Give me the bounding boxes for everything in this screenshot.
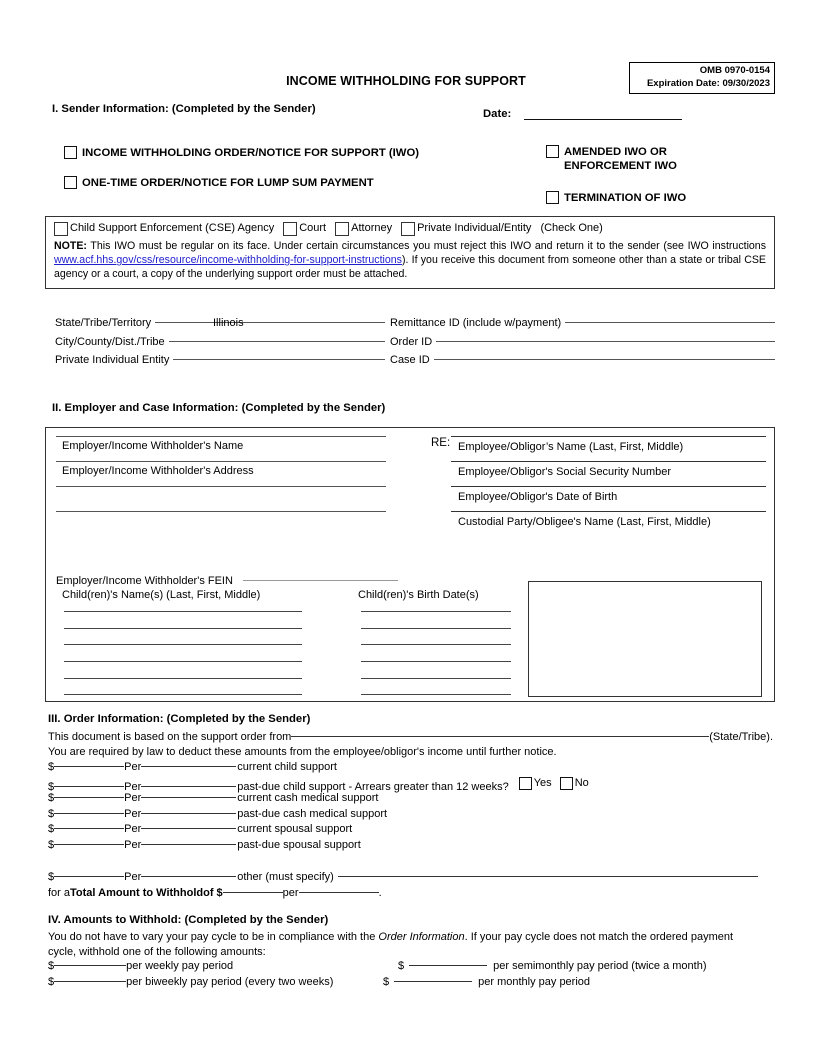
amount-input[interactable] bbox=[54, 786, 124, 787]
order-row-past-due-cash-medical bbox=[48, 808, 589, 824]
private-individual-entity-label: Private Individual Entity bbox=[55, 354, 170, 367]
fein-row bbox=[56, 575, 398, 587]
case-id-row bbox=[390, 354, 775, 373]
page-title bbox=[0, 74, 816, 88]
per-input[interactable] bbox=[141, 828, 236, 829]
per-label: Per bbox=[124, 871, 142, 883]
employer-name-label: Employer/Income Withholder's Name bbox=[62, 440, 244, 452]
order-row-current-spousal bbox=[48, 823, 589, 839]
city-county-label: City/County/Dist./Tribe bbox=[55, 335, 165, 348]
arrears-answer-group bbox=[519, 777, 589, 790]
checkbox-termination-iwo[interactable] bbox=[546, 191, 559, 204]
dollar-sign: $ bbox=[48, 807, 55, 820]
child-birth-date-input[interactable] bbox=[361, 628, 511, 629]
sender-ids-left-column bbox=[55, 317, 385, 373]
amount-input[interactable] bbox=[54, 844, 124, 845]
employer-case-information-box bbox=[45, 427, 775, 702]
order-row-past-due-child-support bbox=[48, 777, 589, 793]
biweekly-amount-input[interactable] bbox=[54, 981, 126, 982]
per-input[interactable] bbox=[141, 813, 236, 814]
amount-input[interactable] bbox=[54, 766, 124, 767]
private-individual-entity-input[interactable] bbox=[173, 359, 385, 360]
re-label: RE: bbox=[431, 437, 451, 449]
order-row-current-child-support bbox=[48, 761, 589, 777]
amount-input[interactable] bbox=[54, 813, 124, 814]
checkbox-attorney-label: Attorney bbox=[351, 222, 393, 234]
amount-input[interactable] bbox=[54, 797, 124, 798]
total-prefix: for a bbox=[48, 887, 71, 899]
dollar-sign: $ bbox=[48, 838, 55, 851]
total-amount-label: Total Amount to Withhold bbox=[70, 887, 204, 899]
checkbox-amended-iwo[interactable] bbox=[546, 145, 559, 158]
fein-input[interactable] bbox=[243, 580, 398, 581]
child-birth-date-input[interactable] bbox=[361, 661, 511, 662]
case-id-label: Case ID bbox=[390, 354, 430, 367]
other-per-input[interactable] bbox=[141, 876, 236, 877]
dollar-sign: $ bbox=[48, 761, 55, 773]
total-period-input[interactable] bbox=[299, 892, 379, 893]
employer-address-input-3[interactable] bbox=[56, 511, 386, 512]
note-paragraph bbox=[54, 239, 766, 282]
employer-address-label: Employer/Income Withholder's Address bbox=[62, 465, 254, 477]
checkbox-court[interactable] bbox=[283, 222, 297, 236]
per-label: Per bbox=[124, 823, 142, 836]
order-id-input[interactable] bbox=[436, 341, 775, 342]
arrears-yes-label: Yes bbox=[533, 777, 552, 790]
children-names-label: Child(ren)'s Name(s) (Last, First, Middle) bbox=[62, 589, 261, 601]
section-3-heading: III. Order Information: (Completed by the Sender) bbox=[48, 713, 311, 725]
support-order-origin-suffix: (State/Tribe). bbox=[709, 731, 773, 743]
total-per-label: per bbox=[282, 887, 299, 899]
monthly-label: per monthly pay period bbox=[478, 976, 591, 988]
note-bold-prefix: NOTE: bbox=[54, 240, 87, 252]
per-input[interactable] bbox=[141, 766, 236, 767]
checkbox-row-iwo[interactable] bbox=[64, 146, 419, 160]
order-id-label: Order ID bbox=[390, 335, 433, 348]
section-2-heading: II. Employer and Case Information: (Completed by the Sender) bbox=[52, 402, 386, 414]
pay-cycle-monthly-row bbox=[383, 976, 590, 992]
remittance-id-row bbox=[390, 317, 775, 336]
additional-notes-box[interactable] bbox=[528, 581, 762, 697]
checkbox-amended-label-line2: ENFORCEMENT IWO bbox=[564, 160, 677, 172]
total-amount-row bbox=[48, 887, 382, 899]
city-county-input[interactable] bbox=[169, 341, 385, 342]
child-name-input[interactable] bbox=[64, 628, 302, 629]
per-input[interactable] bbox=[141, 786, 236, 787]
checkbox-private-individual-label: Private Individual/Entity bbox=[417, 222, 532, 234]
section-4-para-part1: You do not have to vary your pay cycle to be in compliance with the bbox=[48, 931, 379, 943]
checkbox-row-amended[interactable] bbox=[546, 145, 677, 173]
per-label: Per bbox=[124, 838, 142, 851]
checkbox-cse-agency[interactable] bbox=[54, 222, 68, 236]
per-label: Per bbox=[124, 780, 142, 793]
state-tribe-territory-label: State/Tribe/Territory bbox=[55, 317, 152, 329]
checkbox-row-termination[interactable] bbox=[546, 191, 686, 205]
dollar-sign: $ bbox=[398, 960, 405, 972]
order-row-other bbox=[48, 871, 758, 883]
checkbox-attorney[interactable] bbox=[335, 222, 349, 236]
employee-name-label: Employee/Obligor’s Name (Last, First, Middle) bbox=[458, 441, 684, 453]
date-label: Date: bbox=[483, 108, 512, 120]
support-order-origin-row bbox=[48, 731, 773, 743]
child-name-input[interactable] bbox=[64, 661, 302, 662]
checkbox-arrears-no[interactable] bbox=[560, 777, 573, 790]
other-amount-input[interactable] bbox=[54, 876, 124, 877]
dollar-sign: $ bbox=[383, 976, 390, 988]
case-id-input[interactable] bbox=[434, 359, 775, 360]
checkbox-termination-label: TERMINATION OF IWO bbox=[564, 192, 687, 204]
checkbox-court-label: Court bbox=[299, 222, 327, 234]
section-4-paragraph bbox=[48, 930, 760, 959]
remittance-id-input[interactable] bbox=[565, 322, 775, 323]
note-text-part1: This IWO must be regular on its face. Under certain circumstances you must reject this IWO and return it to the sender (see IWO instructions bbox=[86, 240, 766, 252]
per-input[interactable] bbox=[141, 797, 236, 798]
section-1-heading: I. Sender Information: (Completed by the Sender) bbox=[52, 103, 316, 115]
child-birth-date-input[interactable] bbox=[361, 694, 511, 695]
employee-column bbox=[451, 436, 766, 536]
checkbox-cse-agency-label: Child Support Enforcement (CSE) Agency bbox=[70, 222, 275, 234]
dollar-sign: $ bbox=[48, 976, 55, 988]
checkbox-private-individual[interactable] bbox=[401, 222, 415, 236]
total-end-punct: . bbox=[378, 887, 382, 899]
order-row-description: past-due child support - Arrears greater than 12 weeks? bbox=[237, 780, 509, 793]
order-row-description: current child support bbox=[237, 761, 337, 773]
monthly-amount-input[interactable] bbox=[394, 981, 472, 982]
check-one-hint: (Check One) bbox=[540, 222, 603, 234]
omb-expiration-date: Expiration Date: 09/30/2023 bbox=[646, 77, 770, 89]
semimonthly-amount-input[interactable] bbox=[409, 965, 487, 966]
employee-dob-label: Employee/Obligor's Date of Birth bbox=[458, 491, 618, 503]
omb-number: OMB 0970-0154 bbox=[699, 65, 770, 76]
per-label: Per bbox=[124, 761, 142, 773]
deduction-law-text: You are required by law to deduct these amounts from the employee/obligor's income until further notice. bbox=[48, 746, 557, 758]
arrears-no-label: No bbox=[574, 777, 589, 790]
children-names-inputs bbox=[64, 611, 302, 711]
checkbox-lump-sum[interactable] bbox=[64, 176, 77, 189]
weekly-amount-input[interactable] bbox=[54, 965, 126, 966]
note-box bbox=[45, 216, 775, 289]
private-individual-entity-row bbox=[55, 354, 385, 373]
order-row-past-due-spousal bbox=[48, 839, 589, 855]
dollar-sign: $ bbox=[48, 871, 55, 883]
checkbox-iwo-label: INCOME WITHHOLDING ORDER/NOTICE FOR SUPPORT (IWO) bbox=[82, 147, 420, 159]
other-specify-input[interactable] bbox=[338, 876, 758, 877]
employee-ssn-label: Employee/Obligor's Social Security Number bbox=[458, 466, 672, 478]
date-input[interactable] bbox=[524, 119, 682, 120]
children-birth-dates-label: Child(ren)'s Birth Date(s) bbox=[358, 589, 479, 601]
support-order-origin-prefix: This document is based on the support order from bbox=[48, 731, 292, 743]
iwo-instructions-link[interactable]: www.acf.hhs.gov/css/resource/income-withholding-for-support-instructions bbox=[54, 254, 402, 267]
remittance-id-label: Remittance ID (include w/payment) bbox=[390, 317, 562, 329]
amount-input[interactable] bbox=[54, 828, 124, 829]
biweekly-label: per biweekly pay period (every two weeks) bbox=[126, 976, 334, 988]
checkbox-row-lump-sum[interactable] bbox=[64, 176, 374, 190]
child-name-input[interactable] bbox=[64, 611, 302, 612]
support-order-origin-input[interactable] bbox=[291, 736, 709, 737]
per-label: Per bbox=[124, 807, 142, 820]
page-title-text: INCOME WITHHOLDING FOR SUPPORT bbox=[286, 74, 526, 88]
order-row-description: past-due spousal support bbox=[237, 838, 361, 851]
checkbox-lump-sum-label: ONE-TIME ORDER/NOTICE FOR LUMP SUM PAYMENT bbox=[82, 177, 374, 189]
checkbox-arrears-yes[interactable] bbox=[519, 777, 532, 790]
child-birth-date-input[interactable] bbox=[361, 611, 511, 612]
child-name-input[interactable] bbox=[64, 678, 302, 679]
order-information-italic: Order Information bbox=[378, 931, 465, 943]
children-birth-dates-inputs bbox=[361, 611, 511, 711]
sender-ids-right-column bbox=[390, 317, 775, 373]
sender-type-row bbox=[54, 221, 766, 236]
child-birth-date-input[interactable] bbox=[361, 644, 511, 645]
semimonthly-label: per semimonthly pay period (twice a month) bbox=[493, 960, 707, 972]
dollar-sign: $ bbox=[48, 960, 55, 972]
child-name-input[interactable] bbox=[64, 644, 302, 645]
dollar-sign: $ bbox=[48, 792, 55, 805]
note-text-part2: ). If you receive this document from someone other than a state or tribal CSE agency or a court, a copy of the underlying support order must be attached. bbox=[54, 254, 766, 281]
state-tribe-territory-value: Illinois bbox=[213, 317, 244, 329]
employer-column bbox=[56, 436, 386, 512]
dollar-sign: $ bbox=[48, 780, 55, 793]
state-tribe-territory-input[interactable] bbox=[155, 322, 385, 323]
child-birth-date-input[interactable] bbox=[361, 678, 511, 679]
employer-address-spacer-1 bbox=[56, 487, 386, 511]
weekly-label: per weekly pay period bbox=[126, 960, 234, 972]
section-4-para-part2: . If your pay cycle does not match the ordered payment cycle, withhold one of the following amounts: bbox=[48, 931, 734, 958]
per-label: Per bbox=[124, 792, 142, 805]
checkbox-iwo[interactable] bbox=[64, 146, 77, 159]
custodial-party-label: Custodial Party/Obligee's Name (Last, First, Middle) bbox=[458, 516, 711, 528]
order-row-current-cash-medical bbox=[48, 792, 589, 808]
checkbox-amended-label-line2-row bbox=[564, 159, 677, 173]
total-of-label: of $ bbox=[203, 887, 223, 899]
dollar-sign: $ bbox=[48, 823, 55, 836]
city-county-row bbox=[55, 336, 385, 355]
section-4-heading: IV. Amounts to Withhold: (Completed by the Sender) bbox=[48, 914, 329, 926]
total-amount-input[interactable] bbox=[223, 892, 283, 893]
pay-cycle-rows bbox=[48, 960, 760, 992]
order-row-description: current cash medical support bbox=[237, 792, 379, 805]
order-row-description: past-due cash medical support bbox=[237, 807, 388, 820]
per-input[interactable] bbox=[141, 844, 236, 845]
child-name-input[interactable] bbox=[64, 694, 302, 695]
order-amount-rows bbox=[48, 761, 589, 855]
fein-label: Employer/Income Withholder's FEIN bbox=[56, 575, 233, 587]
checkbox-amended-label-line1: AMENDED IWO OR bbox=[564, 146, 667, 158]
other-description-label: other (must specify) bbox=[237, 871, 334, 883]
order-id-row bbox=[390, 336, 775, 355]
pay-cycle-semimonthly-row bbox=[398, 960, 707, 976]
order-row-description: current spousal support bbox=[237, 823, 353, 836]
